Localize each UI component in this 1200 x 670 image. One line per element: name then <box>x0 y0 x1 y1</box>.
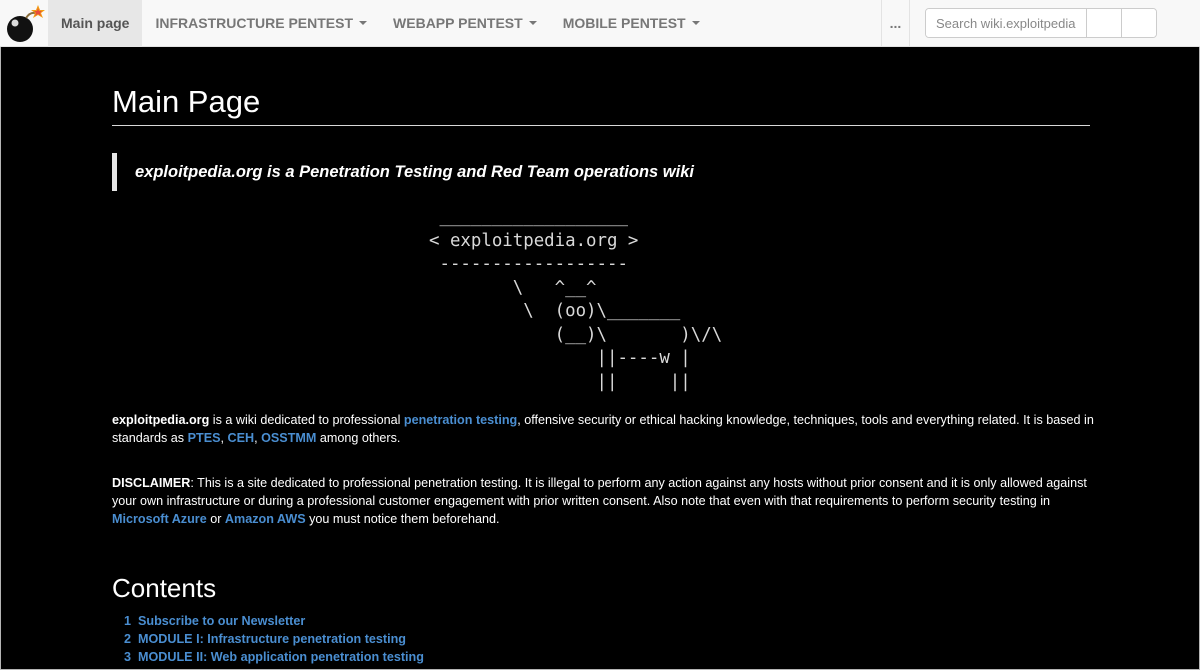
toc-number: 3 <box>124 650 132 664</box>
toc-item-module-2[interactable] <box>124 648 424 666</box>
more-menu-button[interactable] <box>881 0 910 47</box>
nav-infrastructure-pentest[interactable] <box>142 0 380 47</box>
search-group <box>925 8 1157 38</box>
caret-down-icon <box>529 21 537 25</box>
site-tagline: exploitpedia.org is a Penetration Testing and Red Team operations wiki <box>135 162 694 181</box>
nav-main-page-label: Main page <box>61 15 130 31</box>
intro-paragraph <box>112 411 1097 447</box>
toc-link[interactable]: MODULE II: Web application penetration testing <box>138 650 424 664</box>
nav-webapp-pentest[interactable] <box>380 0 550 47</box>
disclaimer-text-3: you must notice them beforehand. <box>305 512 500 526</box>
search-input[interactable] <box>926 9 1086 37</box>
site-tagline-quote <box>112 153 694 191</box>
caret-down-icon <box>692 21 700 25</box>
more-menu-label: ... <box>889 15 902 31</box>
toc-link[interactable]: MODULE I: Infrastructure penetration testing <box>138 632 406 646</box>
nav-mobile-pentest-label: MOBILE PENTEST <box>562 15 686 31</box>
toc-item-newsletter[interactable] <box>124 612 424 630</box>
link-ptes[interactable]: PTES <box>187 431 221 445</box>
link-amazon-aws[interactable]: Amazon AWS <box>224 512 306 526</box>
bomb-icon <box>2 2 46 46</box>
disclaimer-label: DISCLAIMER <box>112 476 191 490</box>
nav-main-page[interactable] <box>48 0 142 47</box>
ascii-cow-art: __________________ < exploitpedia.org > ------------------ \ ^__^ \ (oo)\_______ (__)\ )\/\ ||----w | || || <box>429 207 723 392</box>
toc-link[interactable]: Subscribe to our Newsletter <box>138 614 306 628</box>
intro-separator-1: , <box>220 431 228 445</box>
search-go-button[interactable] <box>1086 9 1121 37</box>
caret-down-icon <box>359 21 367 25</box>
search-fulltext-button[interactable] <box>1121 9 1156 37</box>
site-logo[interactable] <box>0 0 48 47</box>
disclaimer-text-1: : This is a site dedicated to professional penetration testing. It is illegal to perform any action against any hosts without prior consent and it is only allowed against your own infrastructure or during a professional customer engagement with prior written consent. Also note that even with that requirements to perform security testing in <box>112 476 1087 508</box>
top-navbar <box>0 0 1200 47</box>
link-microsoft-azure[interactable]: Microsoft Azure <box>112 512 207 526</box>
toc-number: 1 <box>124 614 132 628</box>
toc-item-module-1[interactable] <box>124 630 424 648</box>
intro-separator-2: , <box>254 431 262 445</box>
contents-heading: Contents <box>112 573 217 603</box>
page-title: Main Page <box>112 84 1090 126</box>
table-of-contents <box>124 612 424 666</box>
intro-text-1: is a wiki dedicated to professional <box>209 413 404 427</box>
nav-mobile-pentest[interactable] <box>550 0 713 47</box>
disclaimer-text-2: or <box>206 512 225 526</box>
intro-site-name: exploitpedia.org <box>112 413 210 427</box>
link-osstmm[interactable]: OSSTMM <box>261 431 317 445</box>
intro-text-3: among others. <box>316 431 401 445</box>
link-ceh[interactable]: CEH <box>227 431 255 445</box>
nav-infrastructure-pentest-label: INFRASTRUCTURE PENTEST <box>155 15 354 31</box>
link-penetration-testing[interactable]: penetration testing <box>403 413 518 427</box>
nav-webapp-pentest-label: WEBAPP PENTEST <box>393 15 523 31</box>
toc-number: 2 <box>124 632 132 646</box>
disclaimer-paragraph <box>112 474 1097 528</box>
intro-text-2: , offensive security or ethical hacking knowledge, techniques, tools and everything related. It is based in standards as <box>112 413 1094 445</box>
